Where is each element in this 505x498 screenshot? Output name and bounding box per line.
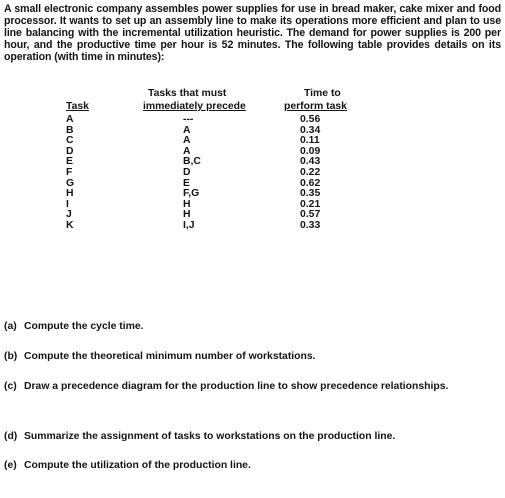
table-row-time: 0.34 (300, 124, 321, 136)
table-row-time: 0.21 (300, 198, 321, 210)
question-label: (b) (4, 351, 18, 362)
problem-intro: A small electronic company assembles power supplies for use in bread maker, cake mixer and food processor. It wants to set up an assembly line to make its operations more efficient and plan to use line balancing with the incremental utilization heuristic. The demand for power supplies is 200 per hour, and the productive time per hour is 52 minutes. The following table provides details on its operation (with time in minutes): (4, 3, 501, 63)
table-row-precede: I,J (183, 220, 195, 231)
table-row-precede: E (183, 177, 190, 189)
table-row-time: 0.11 (300, 135, 320, 147)
question-text: Draw a precedence diagram for the production line to show precedence relationships. (24, 381, 449, 392)
question-item (4, 351, 484, 363)
table-row-task: G (66, 177, 75, 189)
table-row-task: C (66, 135, 74, 147)
table-row-task: F (66, 167, 73, 178)
table-row-precede: H (183, 209, 191, 221)
question-item (4, 381, 484, 393)
header-task: Task (66, 101, 89, 112)
table-row-time: 0.56 (300, 114, 321, 125)
table-row-time: 0.43 (300, 156, 321, 168)
table-row-time: 0.33 (300, 220, 321, 231)
question-text: Compute the theoretical minimum number of workstations. (24, 351, 316, 362)
question-item (4, 460, 484, 472)
question-label: (c) (4, 381, 17, 392)
table-row-precede: F,G (183, 188, 200, 200)
table-row-task: I (66, 198, 69, 210)
table-row-task: A (66, 114, 74, 125)
table-row-precede: A (183, 135, 191, 147)
table-row-precede: B,C (183, 156, 201, 168)
table-row-precede: D (183, 167, 191, 178)
table-row-time: 0.62 (300, 177, 321, 189)
question-label: (e) (4, 460, 17, 471)
question-item (4, 321, 484, 333)
table-row-task: B (66, 124, 74, 136)
table-row-time: 0.57 (300, 209, 321, 221)
question-label: (d) (4, 431, 18, 442)
header-time-line1: Time to (304, 88, 341, 99)
table-row-time: 0.22 (300, 167, 321, 178)
header-precede-line2: immediately precede (143, 101, 246, 112)
table-row-precede: H (183, 198, 191, 210)
table-row-task: J (66, 209, 72, 221)
table-row-time: 0.09 (300, 145, 321, 157)
question-text: Summarize the assignment of tasks to workstations on the production line. (24, 431, 396, 442)
header-precede-line1: Tasks that must (148, 88, 227, 99)
question-item (4, 431, 484, 443)
question-text: Compute the cycle time. (24, 321, 144, 332)
question-label: (a) (4, 321, 17, 332)
question-text: Compute the utilization of the production line. (24, 460, 251, 471)
header-time-line2: perform task (284, 101, 347, 112)
table-row-task: E (66, 156, 73, 168)
table-row-precede: A (183, 124, 191, 136)
table-row-task: D (66, 145, 74, 157)
table-row-time: 0.35 (300, 188, 321, 200)
table-row-task: H (66, 188, 74, 200)
table-row-task: K (66, 220, 74, 231)
table-row-precede: --- (183, 114, 194, 125)
table-row-precede: A (183, 145, 191, 157)
